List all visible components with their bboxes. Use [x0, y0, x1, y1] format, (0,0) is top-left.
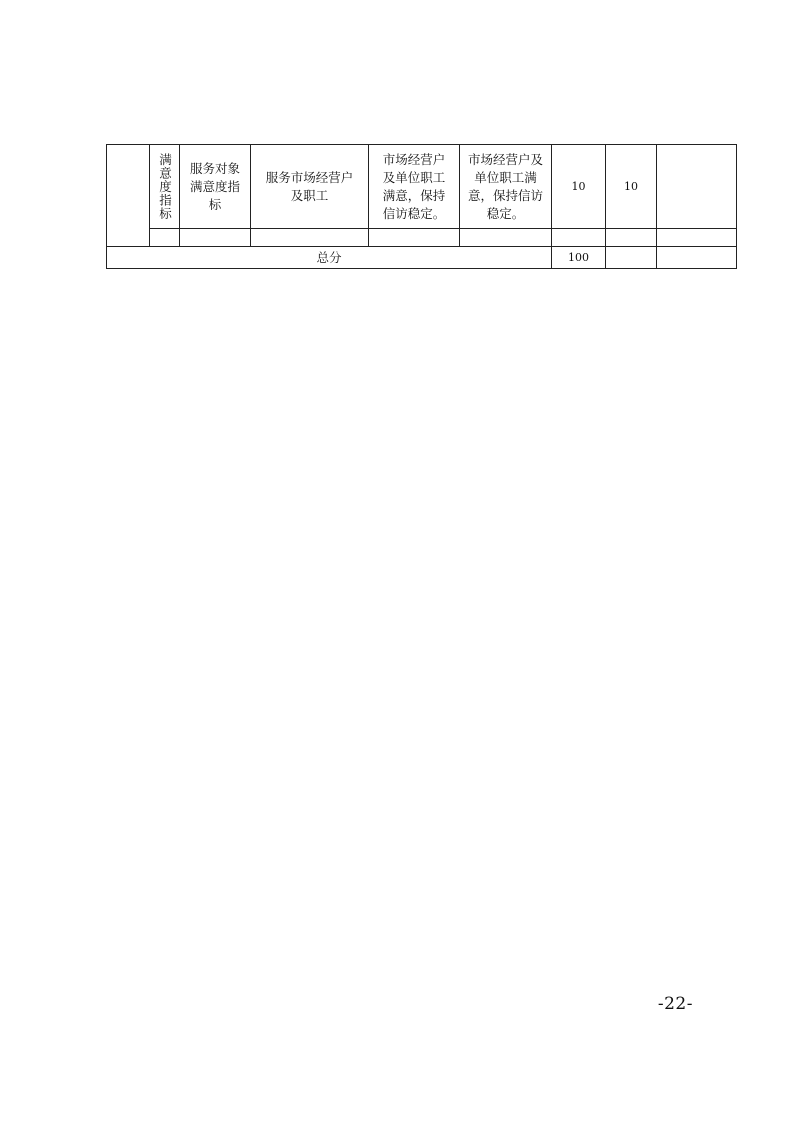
total-weight: 100: [552, 247, 606, 269]
performance-evaluation-table: [106, 144, 737, 269]
table-row: [107, 145, 737, 229]
indicator-content-cell: [251, 145, 369, 229]
empty-cell: [552, 229, 606, 247]
empty-cell: [369, 229, 460, 247]
score-cell: 10: [606, 145, 657, 229]
total-remark: [657, 247, 737, 269]
primary-indicator-cell: [107, 145, 150, 247]
total-score: [606, 247, 657, 269]
satisfaction-indicator-label: 满意度指标: [150, 145, 180, 229]
actual-value-cell: [460, 145, 552, 229]
empty-cell: [251, 229, 369, 247]
empty-cell: [150, 229, 180, 247]
total-row: [107, 247, 737, 269]
total-label: 总分: [107, 247, 552, 269]
target-value-text: 市场经营户及单位职工满意，保持信访稳定。: [382, 151, 446, 221]
empty-cell: [606, 229, 657, 247]
table-row: [107, 229, 737, 247]
empty-cell: [180, 229, 251, 247]
empty-cell: [657, 229, 737, 247]
page-number: -22-: [657, 994, 693, 1014]
target-value-cell: [369, 145, 460, 229]
indicator-content-text: 服务市场经营户及职工: [265, 169, 354, 203]
remark-cell: [657, 145, 737, 229]
secondary-indicator-text: 服务对象满意度指标: [189, 160, 240, 212]
actual-value-text: 市场经营户及单位职工满意，保持信访稳定。: [467, 151, 543, 221]
empty-cell: [460, 229, 552, 247]
secondary-indicator-cell: [180, 145, 251, 229]
weight-cell: 10: [552, 145, 606, 229]
